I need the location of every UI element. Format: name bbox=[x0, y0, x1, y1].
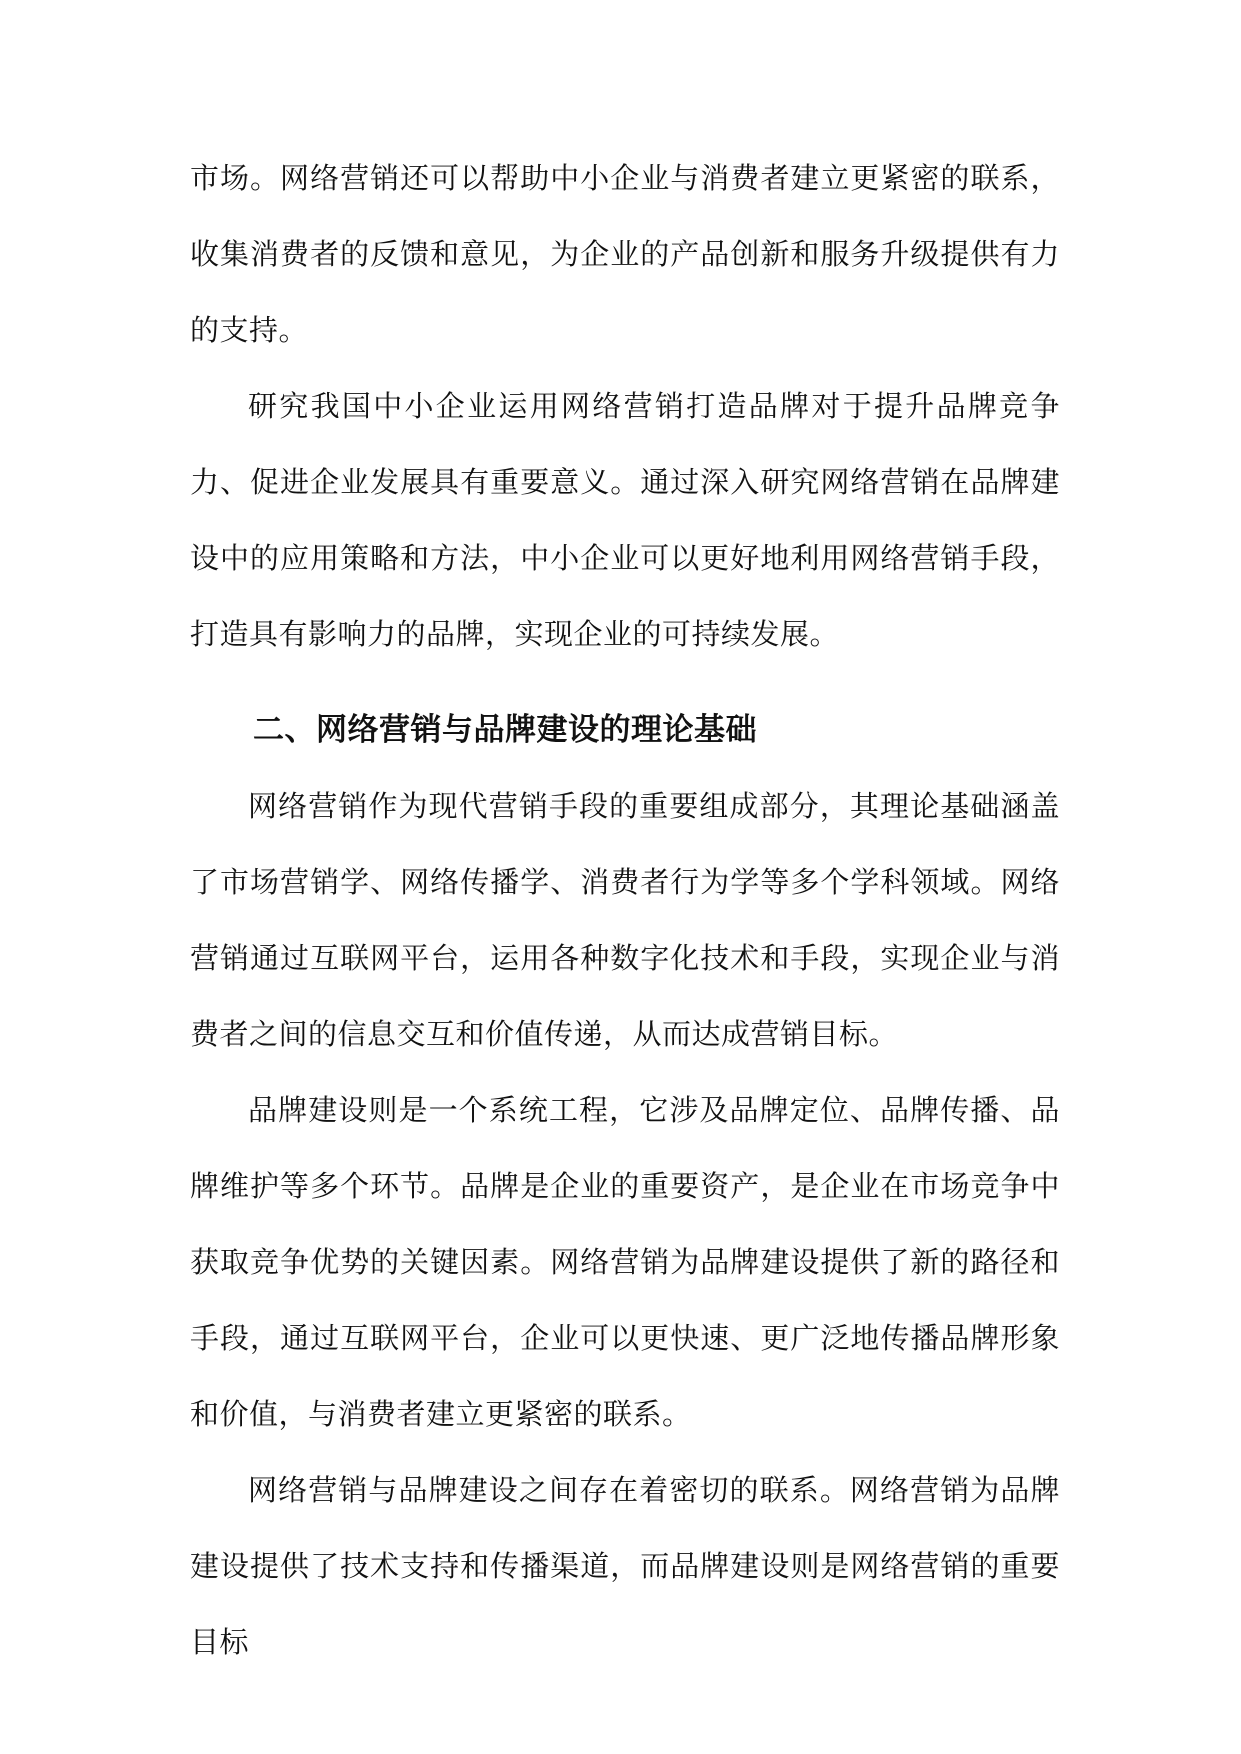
paragraph-relationship: 网络营销与品牌建设之间存在着密切的联系。网络营销为品牌建设提供了技术支持和传播渠道，而品牌建设则是网络营销的重要目标 bbox=[190, 1473, 1060, 1659]
paragraph-research-significance: 研究我国中小企业运用网络营销打造品牌对于提升品牌竞争力、促进企业发展具有重要意义。通过深入研究网络营销在品牌建设中的应用策略和方法，中小企业可以更好地利用网络营销手段，打造具有影响力的品牌，实现企业的可持续发展。 bbox=[190, 389, 1060, 651]
page-content bbox=[190, 140, 1060, 1680]
section-heading: 二、网络营销与品牌建设的理论基础 bbox=[253, 712, 757, 748]
section-spacer bbox=[190, 672, 1060, 692]
paragraph-brand-building: 品牌建设则是一个系统工程，它涉及品牌定位、品牌传播、品牌维护等多个环节。品牌是企业的重要资产，是企业在市场竞争中获取竞争优势的关键因素。网络营销为品牌建设提供了新的路径和手段，通过互联网平台，企业可以更快速、更广泛地传播品牌形象和价值，与消费者建立更紧密的联系。 bbox=[190, 1093, 1060, 1431]
paragraph-continuation: 市场。网络营销还可以帮助中小企业与消费者建立更紧密的联系，收集消费者的反馈和意见，为企业的产品创新和服务升级提供有力的支持。 bbox=[190, 161, 1060, 347]
paragraph-network-marketing-theory: 网络营销作为现代营销手段的重要组成部分，其理论基础涵盖了市场营销学、网络传播学、消费者行为学等多个学科领域。网络营销通过互联网平台，运用各种数字化技术和手段，实现企业与消费者之间的信息交互和价值传递，从而达成营销目标。 bbox=[190, 789, 1060, 1051]
